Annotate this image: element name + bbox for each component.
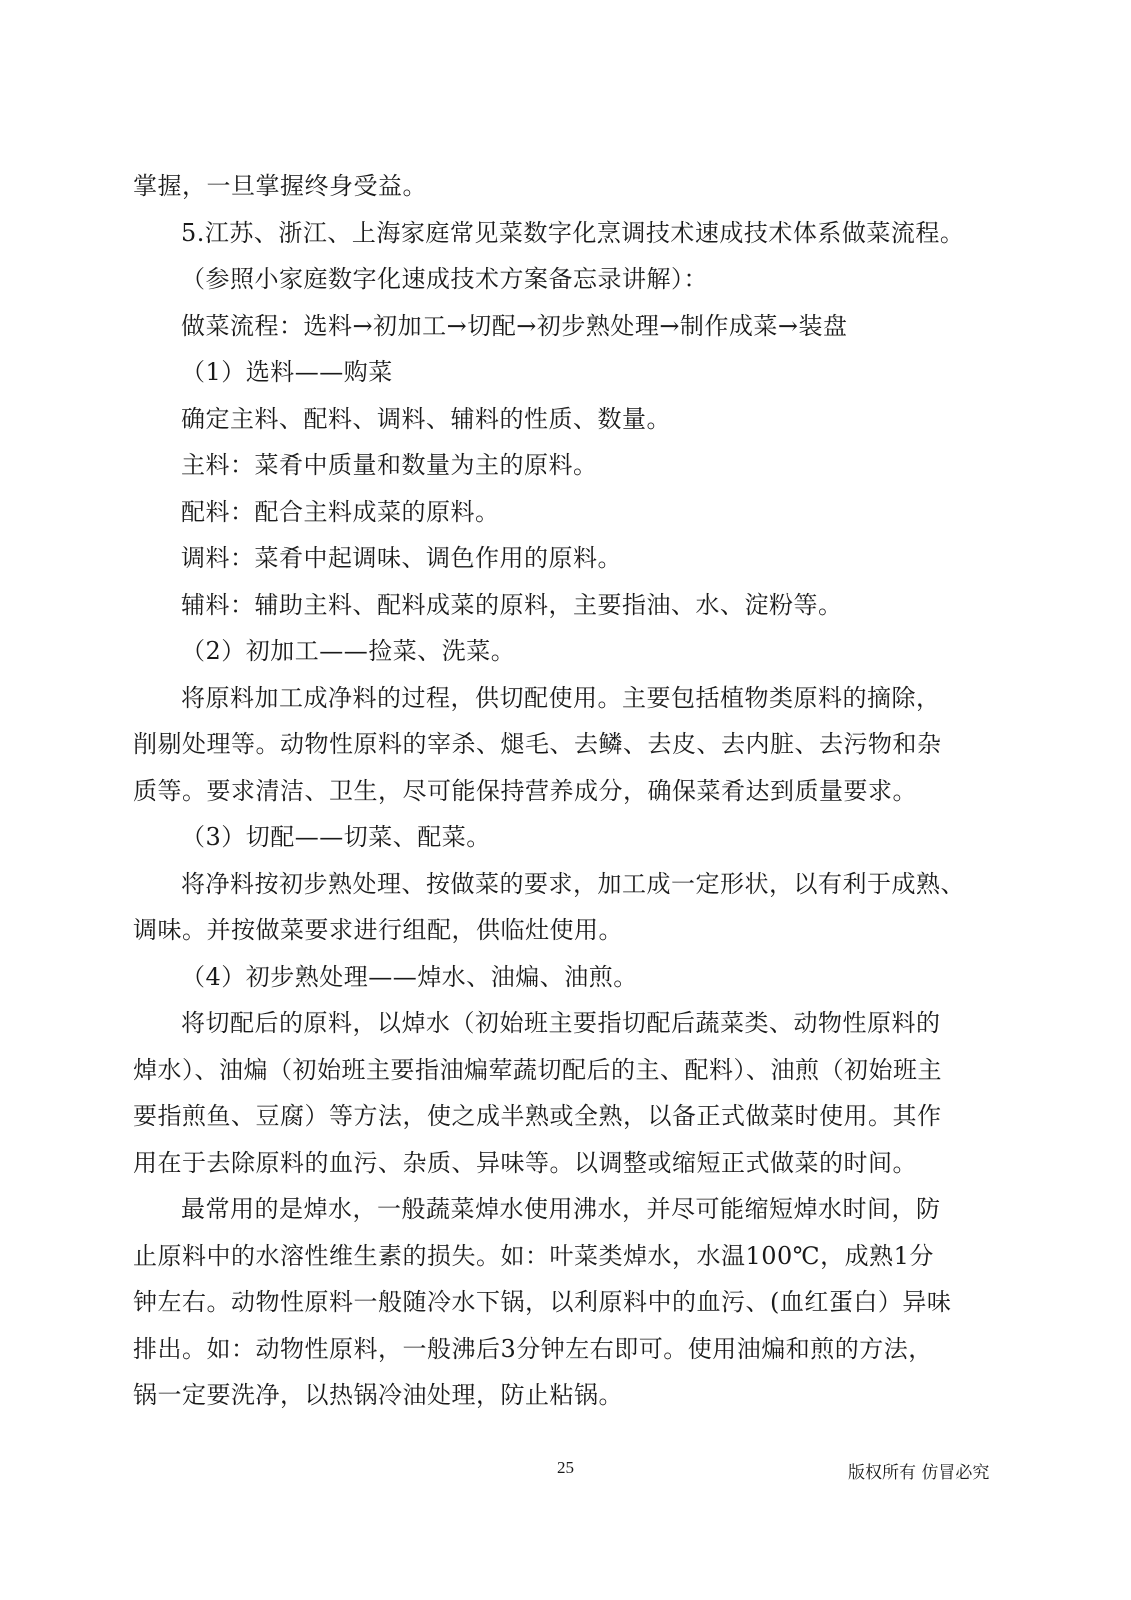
text-line: 排出。如：动物性原料，一般沸后3分钟左右即可。使用油煸和煎的方法， — [133, 1334, 933, 1363]
text-line: 调味。并按做菜要求进行组配，供临灶使用。 — [133, 916, 623, 944]
text-line: 削剔处理等。动物性原料的宰杀、煺毛、去鳞、去皮、去内脏、去污物和杂 — [133, 730, 942, 758]
text-line: 焯水）、油煸（初始班主要指油煸荤蔬切配后的主、配料）、油煎（初始班主 — [133, 1055, 942, 1084]
text-line: 掌握，一旦掌握终身受益。 — [133, 172, 427, 200]
text-line: 主料：菜肴中质量和数量为主的原料。 — [181, 451, 598, 479]
text-line: 要指煎鱼、豆腐）等方法，使之成半熟或全熟，以备正式做菜时使用。其作 — [133, 1102, 942, 1130]
copyright-notice: 版权所有 仿冒必究 — [848, 1463, 990, 1483]
text-line: （3）切配——切菜、配菜。 — [181, 823, 491, 851]
text-line: 钟左右。动物性原料一般随冷水下锅，以利原料中的血污、(血红蛋白）异味 — [133, 1288, 952, 1316]
text-line: 5.江苏、浙江、上海家庭常见菜数字化烹调技术速成技术体系做菜流程。 — [181, 218, 965, 247]
text-line: 锅一定要洗净，以热锅冷油处理，防止粘锅。 — [133, 1381, 623, 1409]
text-line: （4）初步熟处理——焯水、油煸、油煎。 — [181, 962, 638, 991]
text-line: 将原料加工成净料的过程，供切配使用。主要包括植物类原料的摘除， — [181, 683, 941, 712]
text-line: 确定主料、配料、调料、辅料的性质、数量。 — [181, 404, 671, 433]
text-line: 将切配后的原料，以焯水（初始班主要指切配后蔬菜类、动物性原料的 — [181, 1009, 941, 1037]
text-line: 配料：配合主料成菜的原料。 — [181, 497, 500, 526]
page-number: 25 — [557, 1458, 574, 1477]
text-line: （参照小家庭数字化速成技术方案备忘录讲解）： — [181, 265, 708, 293]
text-line: 调料：菜肴中起调味、调色作用的原料。 — [181, 544, 622, 572]
text-line: 将净料按初步熟处理、按做菜的要求，加工成一定形状，以有利于成熟、 — [181, 869, 965, 898]
body-text — [133, 163, 999, 1419]
text-line: （2）初加工——捡菜、洗菜。 — [181, 637, 516, 665]
text-line: 质等。要求清洁、卫生，尽可能保持营养成分，确保菜肴达到质量要求。 — [133, 776, 917, 805]
text-line: 用在于去除原料的血污、杂质、异味等。以调整或缩短正式做菜的时间。 — [133, 1148, 917, 1177]
text-line: （1）选料——购菜 — [181, 358, 393, 386]
text-line: 做菜流程：选料→初加工→切配→初步熟处理→制作成菜→装盘 — [181, 311, 848, 340]
text-line: 最常用的是焯水，一般蔬菜焯水使用沸水，并尽可能缩短焯水时间，防 — [181, 1195, 941, 1223]
text-line: 止原料中的水溶性维生素的损失。如：叶菜类焯水，水温100℃，成熟1分 — [133, 1241, 934, 1270]
text-line: 辅料：辅助主料、配料成菜的原料，主要指油、水、淀粉等。 — [181, 590, 843, 619]
